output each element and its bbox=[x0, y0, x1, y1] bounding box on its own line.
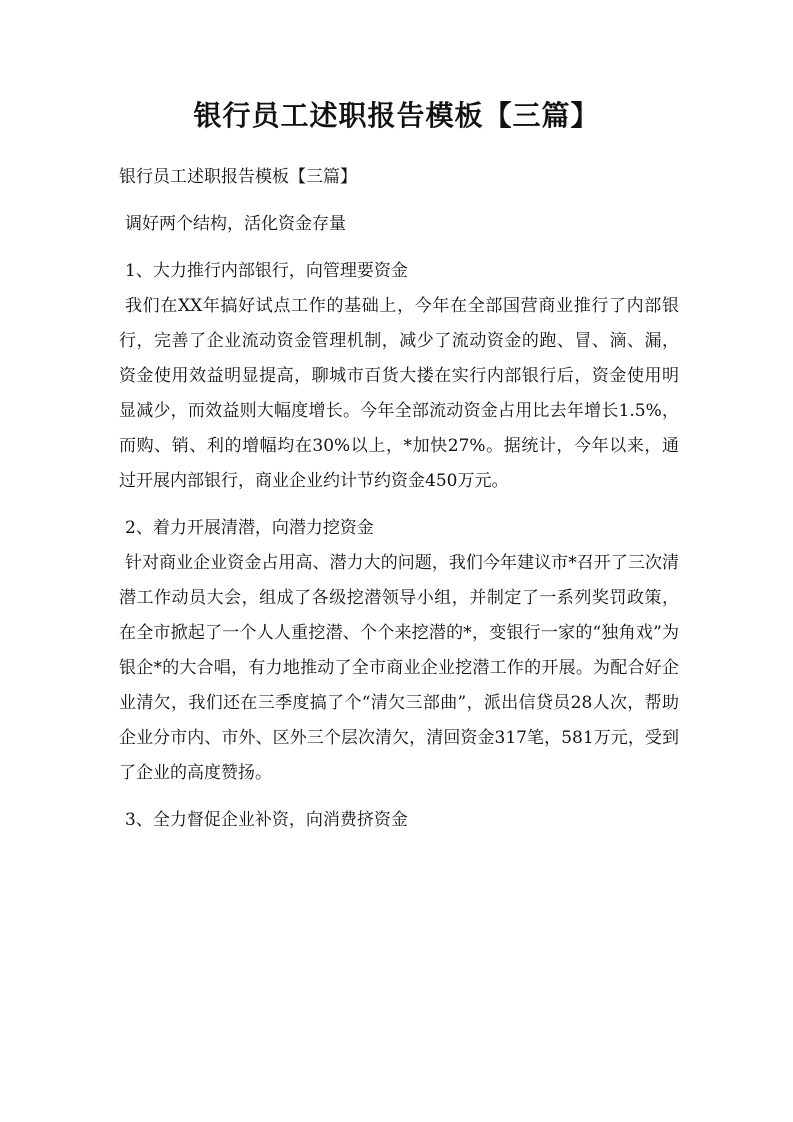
item-2-body: 针对商业企业资金占用高、潜力大的问题，我们今年建议市*召开了三次清潜工作动员大会，组成了各级挖潜领导小组，并制定了一系列奖罚政策，在全市掀起了一个人人重挖潜、个个来挖潜的*，变银行一家的“独角戏”为银企*的大合唱，有力地推动了全市商业企业挖潜工作的开展。为配合好企业清欠，我们还在三季度搞了个“清欠三部曲”，派出信贷员28人次，帮助企业分市内、市外、区外三个层次清欠，清回资金317笔，581万元，受到了企业的高度赞扬。 bbox=[119, 553, 679, 783]
item-2-heading: 2、着力开展清潜，向潜力挖资金 bbox=[125, 518, 374, 538]
section-heading: 调好两个结构，活化资金存量 bbox=[125, 214, 346, 234]
item-3-heading: 3、全力督促企业补资，向消费挤资金 bbox=[125, 810, 408, 830]
item-1-heading: 1、大力推行内部银行，向管理要资金 bbox=[125, 261, 408, 281]
document-title: 银行员工述职报告模板【三篇】 bbox=[193, 99, 600, 132]
item-1-body: 我们在XX年搞好试点工作的基础上，今年在全部国营商业推行了内部银行，完善了企业流动资金管理机制，减少了流动资金的跑、冒、滴、漏，资金使用效益明显提高，聊城市百货大搂在实行内部银行后，资金使用明显减少，而效益则大幅度增长。今年全部流动资金占用比去年增长1.5%，而购、销、利的增幅均在30%以上，*加快27%。据统计，今年以来，通过开展内部银行，商业企业约计节约资金450万元。 bbox=[119, 296, 679, 491]
document-body bbox=[119, 160, 679, 838]
document-subtitle: 银行员工述职报告模板【三篇】 bbox=[119, 167, 357, 187]
